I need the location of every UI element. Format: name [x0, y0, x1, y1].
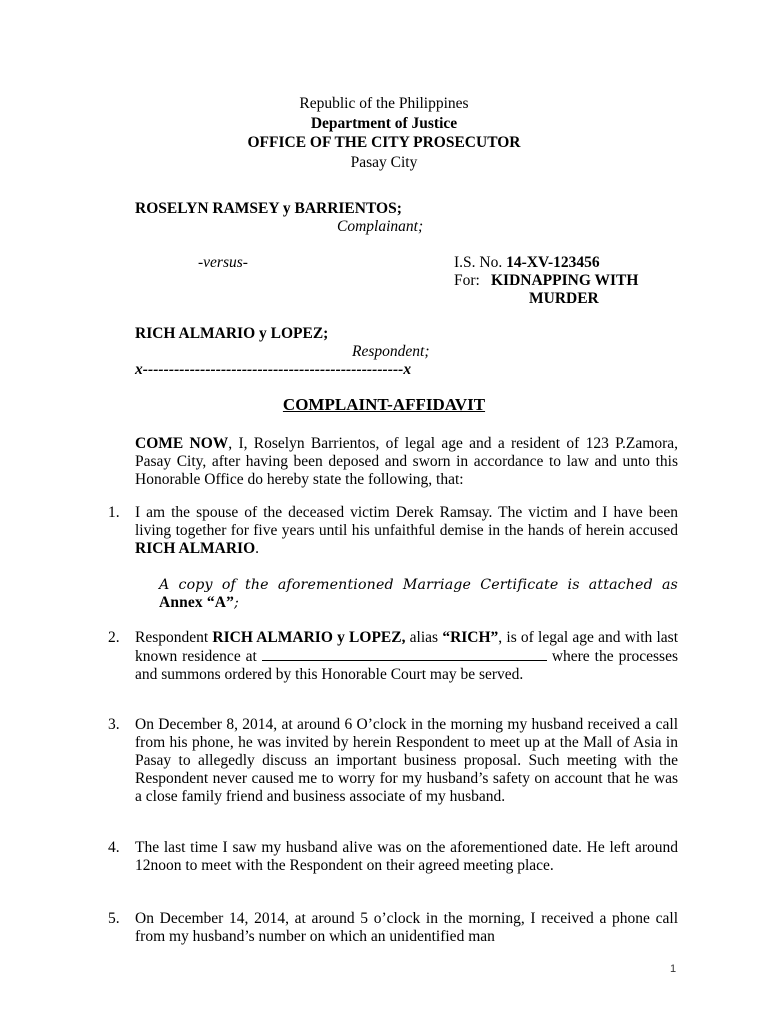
- respondent-role: Respondent;: [352, 343, 430, 360]
- case-number: 14-XV-123456: [506, 254, 600, 271]
- paragraph-text-part: where the processes and summons ordered by this Honorable Court may be served.: [135, 648, 678, 683]
- case-charge-row: [454, 272, 674, 290]
- case-number-row: [454, 254, 674, 272]
- respondent-block: [135, 325, 655, 379]
- case-for-label: For:: [454, 272, 480, 289]
- header-republic: Republic of the Philippines: [299, 95, 469, 112]
- intro-paragraph: [135, 435, 678, 489]
- document-header: [0, 94, 768, 172]
- annex-note-end: ;: [233, 595, 239, 611]
- paragraph-number: 3.: [108, 716, 120, 733]
- paragraph-4: [108, 839, 678, 875]
- header-department: Department of Justice: [310, 114, 458, 132]
- residence-blank-line: [262, 647, 547, 661]
- paragraph-2: [108, 629, 678, 684]
- paragraph-number: 5.: [108, 910, 120, 927]
- document-title: COMPLAINT-AFFIDAVIT: [282, 395, 486, 414]
- paragraph-text: [135, 629, 678, 684]
- paragraph-text-part: I am the spouse of the deceased victim Derek Ramsay. The victim and I have been living together for five years until his unfaithful demise in the hands of herein accused: [135, 504, 678, 539]
- header-office: OFFICE OF THE CITY PROSECUTOR: [247, 134, 521, 151]
- paragraph-text: The last time I saw my husband alive was on the aforementioned date. He left around 12noon to meet with the Respondent on their agreed meeting place.: [135, 839, 678, 874]
- intro-lead: COME NOW: [135, 435, 229, 452]
- complainant-name: ROSELYN RAMSEY y BARRIENTOS;: [135, 200, 402, 217]
- respondent-alias: “RICH”: [442, 629, 499, 646]
- case-number-label: I.S. No.: [454, 254, 503, 271]
- case-info: [454, 254, 674, 308]
- paragraph-number: 1.: [108, 504, 120, 521]
- versus-label: -versus-: [198, 254, 248, 271]
- paragraph-number: 4.: [108, 839, 120, 856]
- respondent-full-name: RICH ALMARIO y LOPEZ,: [212, 629, 406, 646]
- respondent-name: RICH ALMARIO y LOPEZ;: [135, 325, 329, 342]
- complainant-role: Complainant;: [337, 218, 424, 235]
- header-city: Pasay City: [350, 153, 418, 171]
- paragraph-5: [108, 910, 678, 946]
- paragraph-1: [108, 504, 678, 558]
- paragraph-3: [108, 716, 678, 806]
- paragraph-text-part: , is of legal age and with last known residence at: [135, 629, 679, 665]
- page-number: 1: [670, 963, 677, 975]
- paragraph-text: [135, 504, 678, 558]
- complainant-block: [135, 200, 655, 236]
- case-charge-line2: MURDER: [529, 290, 599, 307]
- paragraph-text-part: .: [255, 540, 260, 557]
- paragraph-text: On December 8, 2014, at around 6 O’clock in the morning my husband received a call from his phone, he was invited by herein Respondent to meet up at the Mall of Asia in Pasay to allegedly discuss an important business proposal. Such meeting with the Respondent never caused me to worry for my husband’s safety on account that he was a close family friend and business associate of my husband.: [135, 716, 678, 805]
- annex-label: Annex “A”: [159, 594, 234, 611]
- annex-note: [159, 576, 678, 612]
- accused-name: RICH ALMARIO: [135, 540, 256, 557]
- paragraph-text-part: Respondent: [135, 629, 213, 646]
- paragraph-text-part: alias: [405, 629, 443, 646]
- annex-note-text: A copy of the aforementioned Marriage Certificate is attached as: [159, 577, 678, 593]
- intro-text: , I, Roselyn Barrientos, of legal age and a resident of 123 P.Zamora, Pasay City, after having been deposed and sworn in accordance to law and unto this Honorable Office do hereby state the following, that:: [135, 435, 678, 488]
- case-charge-line1: KIDNAPPING WITH: [491, 272, 639, 289]
- caption-separator: x--------------------------------------------------x: [135, 361, 412, 378]
- paragraph-text: On December 14, 2014, at around 5 o’clock in the morning, I received a phone call from my husband’s number on which an unidentified man: [135, 910, 678, 945]
- paragraph-number: 2.: [108, 629, 120, 646]
